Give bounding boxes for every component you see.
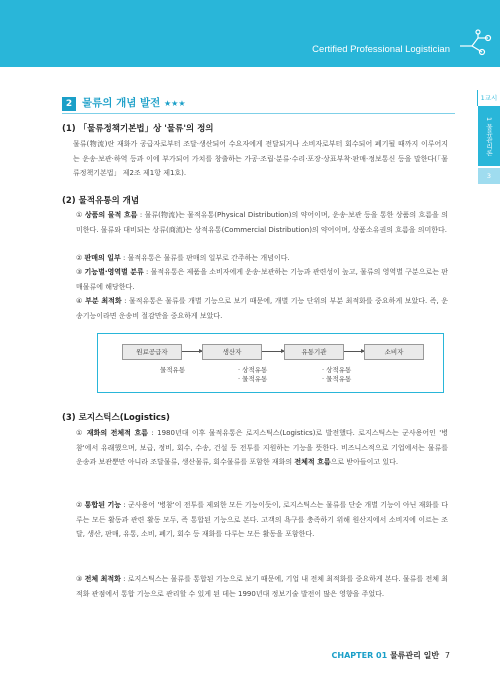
header-brand: Certified Professional Logistician <box>312 44 450 55</box>
diagram-label-group-2: · 상적유통 · 물적유통 <box>238 366 268 383</box>
sub1-heading: (1) 「물류정책기본법」상 '물류'의 정의 <box>62 124 214 134</box>
sub2-item-4: ④ 부분 최적화 : 물적유통은 물류를 개별 기능으로 보기 때문에, 개별 기능 단위의 부분 최적화를 중요하게 보았다. 즉, 운송기능이라면 운송비 절감만을 중요하게 보았다. <box>76 297 448 320</box>
section-title-text: 물류의 개념 발전 <box>82 97 161 109</box>
footer-title: 물류관리 일반 <box>389 651 440 660</box>
section-number: 2 <box>62 97 76 111</box>
diagram-arrow <box>344 351 364 352</box>
diagram-arrow <box>182 351 202 352</box>
diagram-box-supplier: 원료공급자 <box>122 344 182 360</box>
sub3-item-3: ③ 전체 최적화 : 로지스틱스는 물류를 통합된 기능으로 보기 때문에, 기업 내 전체 최적화를 중요하게 본다. 물류를 전체 최적화 관점에서 통합 기능으로 관리할 수 있게 된 데는 1990년대 정보기술 발전이 많은 영향을 주었다. <box>76 575 449 598</box>
side-tab-3[interactable]: 3 <box>478 168 500 184</box>
side-tab-chapter[interactable]: 1 물류관리론 <box>478 106 500 166</box>
sub3-heading: (3) 로지스틱스(Logistics) <box>62 413 170 423</box>
circuit-icon <box>458 28 492 58</box>
page-number: 7 <box>444 651 450 660</box>
sub2-item-1: ① 상품의 물적 흐름 : 물류(物流)는 물적유통(Physical Distribution)의 약어이며, 운송·보관 등을 통한 상품의 흐름을 의미한다. 물류와 대비되는 상류(商流)는 상적유통(Commercial Distribution)의 약어이며, 상품소유권의 흐름을 의미한다. <box>76 211 448 234</box>
diagram-label-physical: 물적유통 <box>160 366 186 374</box>
diagram-box-consumer: 소비자 <box>364 344 424 360</box>
footer-chapter: CHAPTER 01 <box>331 651 388 660</box>
distribution-flow-diagram <box>97 333 444 393</box>
page-footer <box>332 650 450 661</box>
sub2-item-2: ② 판매의 일부 : 물적유통은 물류를 판매의 일부로 간주하는 개념이다. <box>76 254 290 262</box>
section-divider <box>62 113 455 114</box>
side-tab-session[interactable]: 1교시 <box>477 90 500 106</box>
star-rating-icon: ★★★ <box>163 99 186 108</box>
diagram-arrow <box>262 351 284 352</box>
diagram-label-group-3: · 상적유통 · 물적유통 <box>322 366 352 383</box>
diagram-box-producer: 생산자 <box>202 344 262 360</box>
sub3-item-1: ① 재화의 전체적 흐름 : 1980년대 이후 물적유통은 로지스틱스(Logistics)로 발전했다. 로지스틱스는 군사용어인 '병참'에서 유래했으며, 보급, 정비, 회수, 수송, 건설 등 전투를 지원하는 기능을 뜻한다. 비즈니스적으로 기업에서는 물류를 운송과 보관뿐만 아니라 조달물류, 생산물류, 회수물류를 포함한 재화의 전체적 흐름으로 받아들이고 있다. <box>76 429 448 466</box>
diagram-box-distributor: 유통기관 <box>284 344 344 360</box>
section-title <box>62 95 185 111</box>
sub2-item-3: ③ 기능별·영역별 분류 : 물적유통은 제품을 소비자에게 운송·보관하는 기능과 관련성이 높고, 물류의 영역별 구분으로는 판매물류에 해당한다. <box>76 268 448 291</box>
sub2-heading: (2) 물적유통의 개념 <box>62 196 140 206</box>
sub3-item-2: ② 통합된 기능 : 군사용어 '병참'이 전투를 제외한 모든 기능이듯이, 로지스틱스는 물류를 단순 개별 기능이 아닌 재화를 다루는 모든 활동과 관련 활동 모두, 즉 통합된 기능으로 본다. 고객의 욕구를 충족하기 위해 원산지에서 소비지에 이르는 조달, 생산, 판매, 유통, 소비, 폐기, 회수 등 재화를 다루는 모든 활동을 포함한다. <box>76 501 448 538</box>
header-bar <box>0 0 500 67</box>
sub1-text: 물류(物流)란 재화가 공급자로부터 조달·생산되어 수요자에게 전달되거나 소비자로부터 회수되어 폐기될 때까지 이루어지는 운송·보관·하역 등과 이에 부가되어 가치를 창출하는 가공·조립·분류·수리·포장·상표부착·판매·정보통신 등을 말한다(「물류정책기본법」 제2조 제1항 제1호). <box>73 140 448 177</box>
